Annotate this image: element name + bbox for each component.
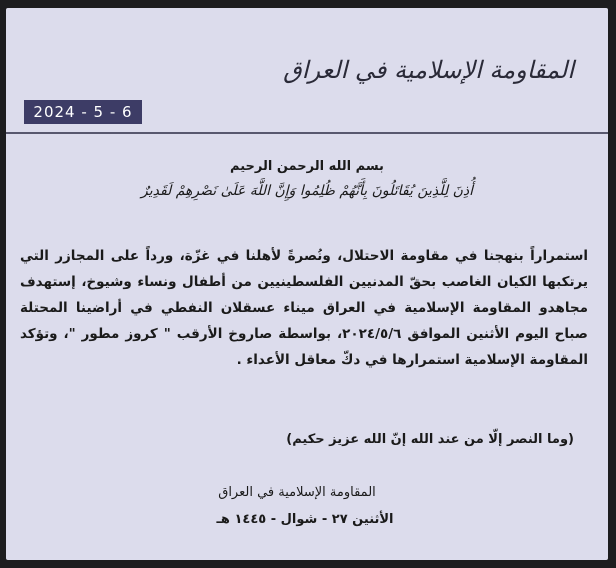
closing-verse: (وما النصر إلّا من عند الله إنّ الله عزيز حكيم) — [286, 432, 574, 447]
divider — [6, 132, 608, 134]
statement-body: استمراراً بنهجنا في مقاومة الاحتلال، ونُصرةً لأهلنا في غزّة، ورداً على المجازر التي يرتكبها الكيان الغاصب بحقّ المدنيين الفلسطينيين من أطفال ونساء وشيوخ، إستهدف مجاهدو المقاومة الإسلامية في العراق ميناء عسقلان النفطي في أراضينا المحتلة صباح اليوم الأثنين الموافق ٢٠٢٤/٥/٦، بواسطة صاروخ الأرقب " كروز مطور "، وتؤكد المقاومة الإسلامية استمرارها في دكّ معاقل الأعداء . — [20, 248, 588, 368]
date-badge: 2024 - 5 - 6 — [24, 100, 142, 124]
header-title: المقاومة الإسلامية في العراق — [283, 56, 574, 84]
quran-verse: أُذِنَ لِلَّذِينَ يُقَاتَلُونَ بِأَنَّهُمْ ظُلِمُوا وَإِنَّ اللَّهَ عَلَىٰ نَصْرِهِمْ لَقَدِيرٌ — [140, 183, 474, 199]
basmala: بسم الله الرحمن الرحيم — [230, 159, 384, 174]
hijri-date: الأثنين ٢٧ - شوال - ١٤٤٥ هـ — [216, 512, 394, 527]
statement-page — [6, 8, 608, 560]
signature: المقاومة الإسلامية في العراق — [218, 485, 376, 500]
